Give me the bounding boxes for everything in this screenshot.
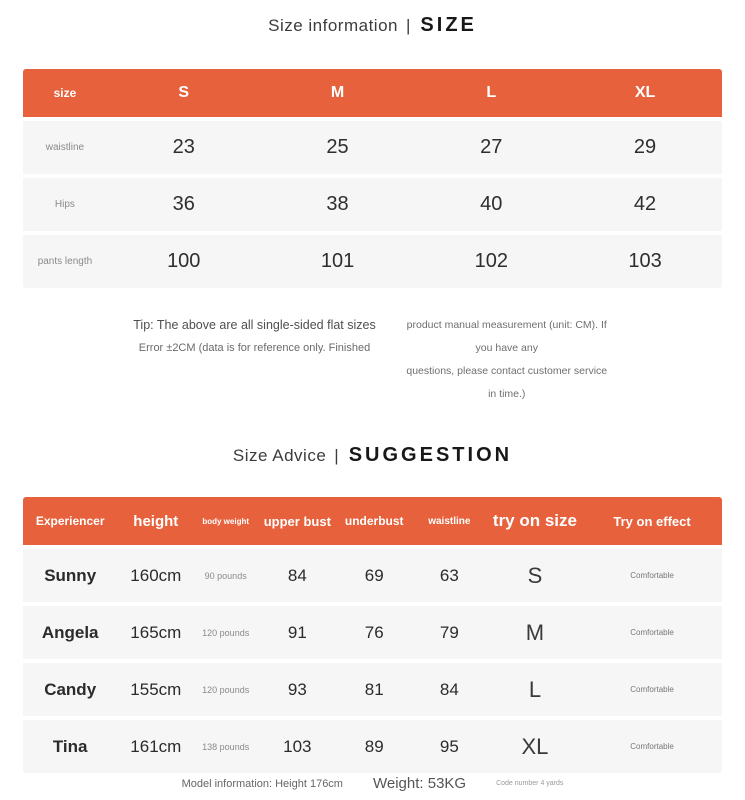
row-value: 101 bbox=[320, 250, 355, 272]
advice-table bbox=[23, 497, 722, 773]
row-value: 29 bbox=[633, 136, 657, 158]
cell-height: 165cm bbox=[130, 622, 182, 642]
tip-note-right bbox=[402, 314, 612, 406]
table-row-sunny bbox=[23, 549, 722, 602]
cell-try-on-size: M bbox=[525, 619, 545, 645]
model-info-text: Model information: Height 176cm bbox=[181, 777, 343, 790]
size-table-header-m: M bbox=[330, 84, 345, 101]
title-divider: | bbox=[334, 446, 339, 465]
row-value: 27 bbox=[480, 136, 503, 158]
size-table-header-l: L bbox=[486, 84, 497, 101]
cell-underbust: 76 bbox=[364, 622, 384, 642]
model-information-bar bbox=[0, 775, 745, 792]
header-waistline: waistline bbox=[428, 515, 471, 527]
table-row-candy bbox=[23, 663, 722, 716]
table-row-hips bbox=[23, 178, 722, 231]
cell-underbust: 69 bbox=[364, 565, 384, 585]
header-height: height bbox=[133, 512, 179, 530]
title-normal-text: Size information bbox=[268, 16, 398, 35]
advice-table-header bbox=[23, 497, 722, 545]
cell-try-on-effect: Comfortable bbox=[630, 628, 674, 637]
model-code-text: Code number 4 yards bbox=[496, 780, 564, 787]
size-table-header-s: S bbox=[178, 84, 190, 101]
cell-height: 160cm bbox=[130, 565, 182, 585]
row-value: 38 bbox=[326, 193, 349, 215]
cell-upper-bust: 103 bbox=[283, 736, 312, 756]
row-value: 103 bbox=[628, 250, 662, 272]
cell-experiencer: Sunny bbox=[44, 565, 97, 585]
tip-text: Error ±2CM (data is for reference only. Finished bbox=[138, 342, 371, 354]
cell-try-on-size: S bbox=[527, 562, 543, 588]
row-value: 36 bbox=[172, 193, 195, 215]
row-label: waistline bbox=[45, 142, 85, 153]
cell-waistline: 95 bbox=[439, 736, 459, 756]
size-information-title bbox=[0, 0, 745, 37]
row-value: 42 bbox=[633, 193, 657, 215]
cell-underbust: 81 bbox=[364, 679, 384, 699]
cell-waistline: 79 bbox=[439, 622, 459, 642]
cell-upper-bust: 91 bbox=[287, 622, 307, 642]
row-value: 102 bbox=[474, 250, 508, 272]
cell-experiencer: Candy bbox=[44, 679, 97, 699]
row-value: 25 bbox=[326, 136, 349, 158]
cell-experiencer: Angela bbox=[41, 622, 99, 642]
cell-upper-bust: 84 bbox=[287, 565, 307, 585]
table-row-waistline bbox=[23, 121, 722, 174]
cell-height: 155cm bbox=[130, 679, 182, 699]
size-table-header-label: size bbox=[53, 86, 77, 100]
cell-waistline: 63 bbox=[439, 565, 459, 585]
header-underbust: underbust bbox=[344, 514, 404, 528]
tip-text: questions, please contact customer service in time.) bbox=[406, 365, 608, 400]
header-upper-bust: upper bust bbox=[263, 513, 331, 529]
cell-body-weight: 138 pounds bbox=[202, 741, 250, 752]
cell-waistline: 84 bbox=[439, 679, 459, 699]
tip-note bbox=[0, 314, 745, 406]
title-bold-text: SIZE bbox=[420, 14, 477, 36]
cell-try-on-effect: Comfortable bbox=[630, 685, 674, 694]
row-label: Hips bbox=[54, 199, 75, 210]
size-table-header bbox=[23, 69, 722, 117]
header-body-weight: body weight bbox=[202, 516, 250, 526]
cell-try-on-effect: Comfortable bbox=[630, 742, 674, 751]
model-weight-text: Weight: 53KG bbox=[372, 775, 467, 792]
cell-body-weight: 120 pounds bbox=[202, 627, 250, 638]
title-divider: | bbox=[406, 16, 411, 35]
row-value: 23 bbox=[172, 136, 195, 158]
size-table bbox=[23, 69, 722, 288]
row-value: 40 bbox=[480, 193, 503, 215]
header-experiencer: Experiencer bbox=[35, 514, 105, 528]
cell-body-weight: 120 pounds bbox=[202, 684, 250, 695]
header-try-on-effect: Try on effect bbox=[613, 513, 691, 529]
size-advice-title bbox=[0, 444, 745, 467]
tip-text: Tip: The above are all single-sided flat sizes bbox=[133, 318, 376, 332]
cell-body-weight: 90 pounds bbox=[204, 570, 247, 581]
cell-underbust: 89 bbox=[364, 736, 384, 756]
row-label: pants length bbox=[37, 256, 93, 267]
tip-note-left bbox=[133, 314, 376, 360]
cell-experiencer: Tina bbox=[52, 736, 88, 756]
title-bold-text: SUGGESTION bbox=[348, 444, 513, 466]
cell-try-on-size: XL bbox=[521, 733, 549, 759]
cell-height: 161cm bbox=[130, 736, 182, 756]
tip-text: product manual measurement (unit: CM). If you have any bbox=[406, 319, 607, 354]
table-row-tina bbox=[23, 720, 722, 773]
cell-try-on-size: L bbox=[528, 676, 542, 702]
size-table-header-xl: XL bbox=[634, 84, 656, 101]
table-row-pants-length bbox=[23, 235, 722, 288]
header-try-on-size: try on size bbox=[492, 511, 577, 530]
row-value: 100 bbox=[167, 250, 201, 272]
table-row-angela bbox=[23, 606, 722, 659]
cell-upper-bust: 93 bbox=[287, 679, 307, 699]
cell-try-on-effect: Comfortable bbox=[630, 571, 674, 580]
title-normal-text: Size Advice bbox=[232, 446, 327, 465]
